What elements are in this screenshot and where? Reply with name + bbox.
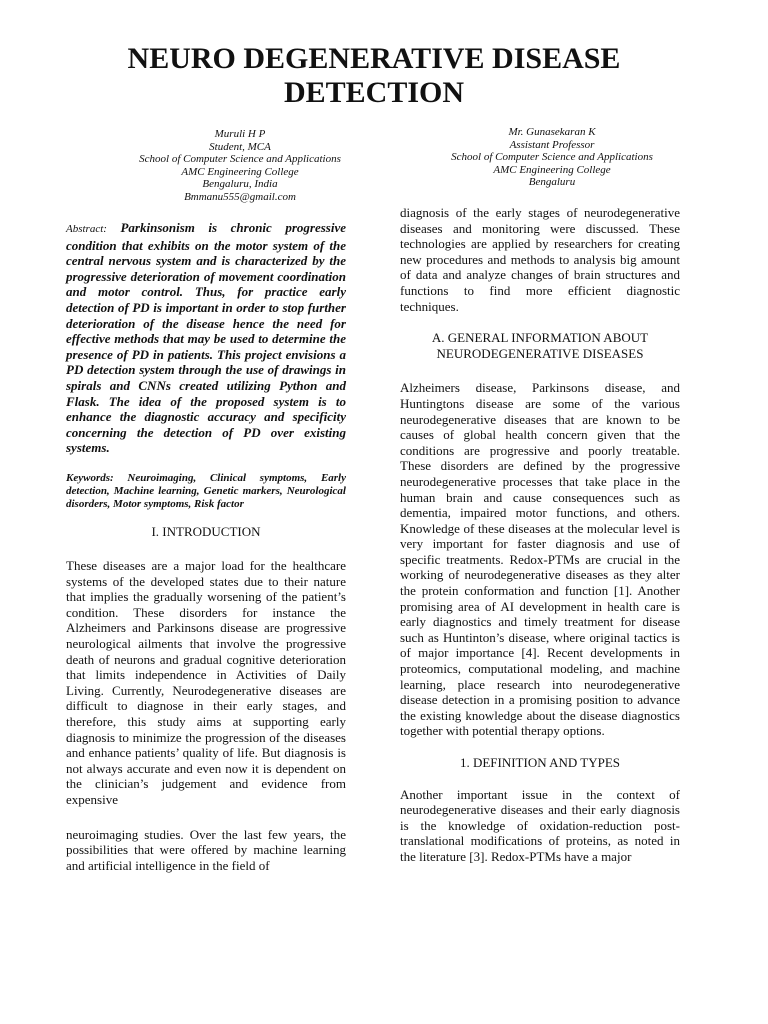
author-school: School of Computer Science and Applications [451,151,653,163]
author-school: School of Computer Science and Applications [139,153,341,165]
author-name: Muruli H P [214,128,266,140]
section-heading-line: A. GENERAL INFORMATION ABOUT [431,330,649,346]
author-email: Bmmanu555@gmail.com [184,190,296,203]
paper-title: NEURO DEGENERATIVE DISEASE DETECTION [127,42,621,109]
author-college: AMC Engineering College [493,163,611,176]
section-heading-line: NEURODEGENERATIVE DISEASES [436,345,644,361]
author-location: Bengaluru, India [202,178,278,190]
author-location: Bengaluru [528,176,576,188]
body-paragraph: Another important issue in the context of neurodegenerative diseases and their early diagnosis is the knowledge of oxidation-reduction post-translational modifications of proteins, as noted in the literature [3]. Redox-PTMs have a major [400,786,680,864]
body-paragraph: diagnosis of the early stages of neurodegenerative diseases and monitoring were discussed. These technologies are applied by researchers for creating new procedures and methods to analysis big amount of data and analyze changes of brain structures and functions to find more efficient diagnostic techniques. [400,205,680,314]
abstract [66,220,346,456]
author-role: Student, MCA [209,140,271,153]
abstract-label: Abstract: [66,223,107,235]
body-paragraph: Alzheimers disease, Parkinsons disease, and Huntingtons disease are some of the various neurodegenerative diseases that are known to be causes of global health concern given that the conditions are progressive and poorly treatable. These disorders are defined by the progressive neurodegenerative processes that take place in the human brain and cause consequences such as dementia, impaired motor functions, and others. Knowledge of these diseases at the molecular level is very important for faster diagnosis and use of specific treatments. Redox-PTMs are crucial in the working of neurodegenerative diseases as they alter the protein conformation and function [1]. Another promising area of AI development in health care is early diagnostics and timely treatment for disease such as Huntinton’s disease, where original tactics is of major importance [4]. Recent developments in proteomics, computational modeling, and machine learning, place research into neurodegenerative disease detection in a promising position to advance the existing knowledge about the disease diagnostics together with potential therapy options. [400,380,680,739]
keywords: Keywords: Neuroimaging, Clinical symptoms, Early detection, Machine learning, Genetic markers, Neurological disorders, Motor symptoms, Risk factor [66,471,346,511]
left-column [66,220,346,873]
intro-paragraph: These diseases are a major load for the healthcare systems of the developed states due to their nature that implies the gradually worsening of the patient’s condition. These disorders for instance the Alzheimers and Parkinsons disease are progressive neurological ailments that involve the progressive death of neurons and gradual cognitive deterioration that limits independence in Activities of Daily Living. Currently, Neurodegenerative diseases are difficult to diagnose in their early stages, and therefore, this study aims at supporting early diagnosis to minimize the progression of the diseases and enhance patients’ quality of life. But diagnosis is not always accurate and even now it is dependent on the clinician’s judgement and evidence from expensive [66,558,346,808]
intro-paragraph: neuroimaging studies. Over the last few years, the possibilities that were offered by machine learning and artificial intelligence in the field of [66,826,346,873]
section-heading-introduction: I. INTRODUCTION [151,523,261,539]
section-heading-definition: 1. DEFINITION AND TYPES [459,755,621,770]
author-role: Assistant Professor [509,138,595,151]
author-name: Mr. Gunasekaran K [508,126,596,138]
author-block-1 [90,128,390,203]
right-column [400,205,680,865]
abstract-text: Parkinsonism is chronic progressive condition that exhibits on the motor system of the central nervous system and is characterized by the progressive deterioration of movement coordination and motor control. Thus, for practice early detection of PD is important in order to stop further deterioration of the disease hence the need for effective methods that may be used to determine the presence of PD in patients. This project envisions a PD detection system through the use of drawings in spirals and CNNs created utilizing Python and Flask. The idea of the proposed system is to enhance the diagnostic accuracy and specificity concerning the detection of PD over existing systems. [66,220,346,456]
author-college: AMC Engineering College [181,165,299,178]
section-heading-general-information [400,330,680,361]
author-block-2 [402,126,702,189]
